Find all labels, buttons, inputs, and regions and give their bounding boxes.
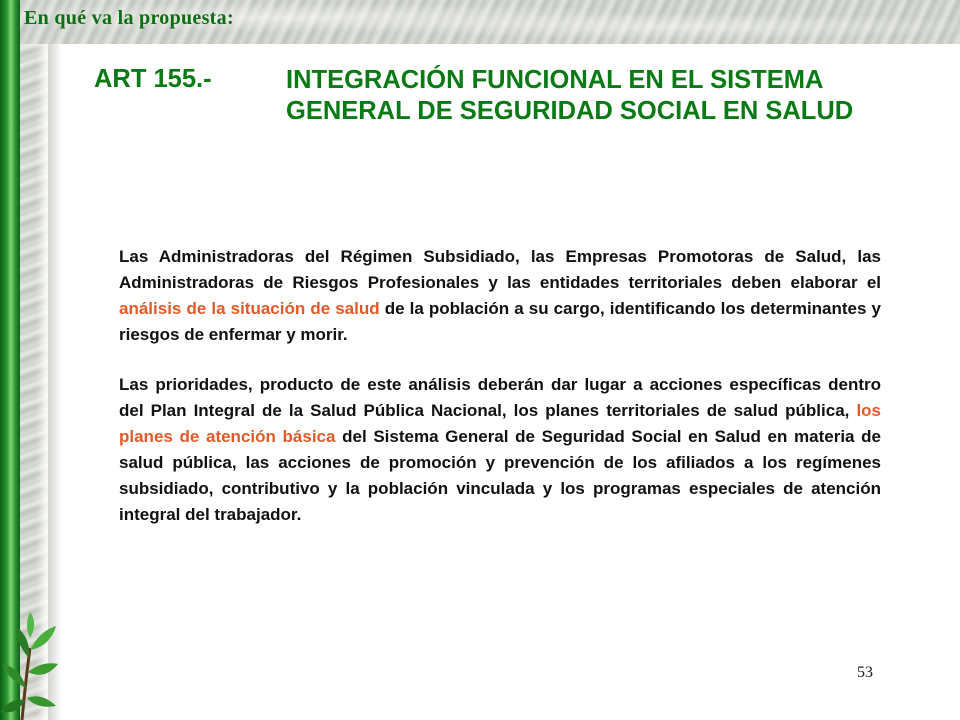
paragraph-1-text-before: Las Administradoras del Régimen Subsidiado, las Empresas Promotoras de Salud, las Administradoras de Riesgos Profesionales y las entidades territoriales deben elaborar el <box>119 247 881 292</box>
slide-header: En qué va la propuesta: <box>24 7 234 29</box>
paragraph-1-text-after: de la población a su cargo, identificando los determinantes y riesgos de enfermar y morir. <box>119 299 881 344</box>
paragraph-2-text-after: del Sistema General de Seguridad Social en Salud en materia de salud pública, las acciones de promoción y prevención de los afiliados a los regímenes subsidiado, contributivo y la población vinculada y los programas especiales de atención integral del trabajador. <box>119 427 881 524</box>
paragraph-2 <box>119 372 881 528</box>
article-number: ART 155.- <box>94 65 212 93</box>
paragraph-1 <box>119 244 881 348</box>
article-title <box>286 65 853 127</box>
paragraph-2-highlight: los planes de atención básica <box>119 401 881 446</box>
page-number: 53 <box>857 664 873 681</box>
paragraph-1-highlight: análisis de la situación de salud <box>119 299 380 318</box>
plant-icon <box>0 608 70 720</box>
article-body <box>119 244 881 528</box>
article-title-line-2: GENERAL DE SEGURIDAD SOCIAL EN SALUD <box>286 97 854 125</box>
paragraph-2-text-before: Las prioridades, producto de este análisis deberán dar lugar a acciones específicas dentro del Plan Integral de la Salud Pública Nacional, los planes territoriales de salud pública, <box>119 375 881 420</box>
article-title-line-1: INTEGRACIÓN FUNCIONAL EN EL SISTEMA <box>286 66 824 94</box>
